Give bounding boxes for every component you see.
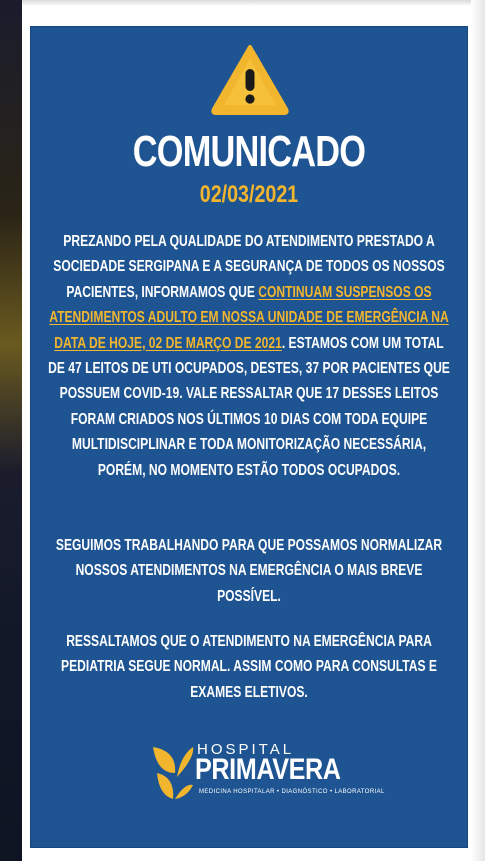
logo-name: PRIMAVERA: [195, 753, 341, 786]
notice-card: [30, 26, 468, 848]
logo-tagline: MEDICINA HOSPITALAR • DIAGNÓSTICO • LABORATORIAL: [199, 789, 385, 795]
paragraph-1-intro: PREZANDO PELA QUALIDADE DO ATENDIMENTO PRESTADO A SOCIEDADE SERGIPANA E A SEGURANÇA DE TODOS OS NOSSOS PACIENTES, INFORMAMOS QUE: [53, 233, 445, 301]
highlighted-suspension-notice: CONTINUAM SUSPENSOS OS ATENDIMENTOS ADULTO EM NOSSA UNIDADE DE EMERGÊNCIA NA DATA DE HOJE, 02 DE MARÇO DE 2021: [49, 283, 449, 352]
right-shadow: [471, 0, 485, 861]
notice-date: 02/03/2021: [199, 181, 299, 208]
primavera-butterfly-logo: [147, 743, 197, 803]
logo-hospital-label: HOSPITAL: [197, 741, 295, 758]
paragraph-1-rest: . ESTAMOS COM UM TOTAL DE 47 LEITOS DE UTI OCUPADOS, DESTES, 37 POR PACIENTES QUE POSSUEM COVID-19. VALE RESSALTAR QUE 17 DESSES LEITOS FORAM CRIADOS NOS ÚLTIMOS 10 DIAS COM TODA EQUIPE MULTIDISCIPLINAR E TODA MONITORIZAÇÃO NECESSÁRIA, PORÉM, NO MOMENTO ESTÃO TODOS OCUPADOS.: [48, 334, 450, 479]
notice-paragraph-1: [48, 229, 450, 483]
background-strip: [0, 0, 22, 861]
notice-paragraph-3: RESSALTAMOS QUE O ATENDIMENTO NA EMERGÊNCIA PARA PEDIATRIA SEGUE NORMAL. ASSIM COMO PARA CONSULTAS E EXAMES ELETIVOS.: [61, 633, 437, 701]
notice-paragraph-2: SEGUIMOS TRABALHANDO PARA QUE POSSAMOS NORMALIZAR NOSSOS ATENDIMENTOS NA EMERGÊNCIA O MAIS BREVE POSSÍVEL.: [55, 537, 443, 605]
hospital-logo: [147, 741, 385, 803]
warning-triangle-icon: [210, 43, 290, 115]
notice-title: COMUNICADO: [132, 127, 366, 176]
top-shadow: [22, 0, 485, 6]
